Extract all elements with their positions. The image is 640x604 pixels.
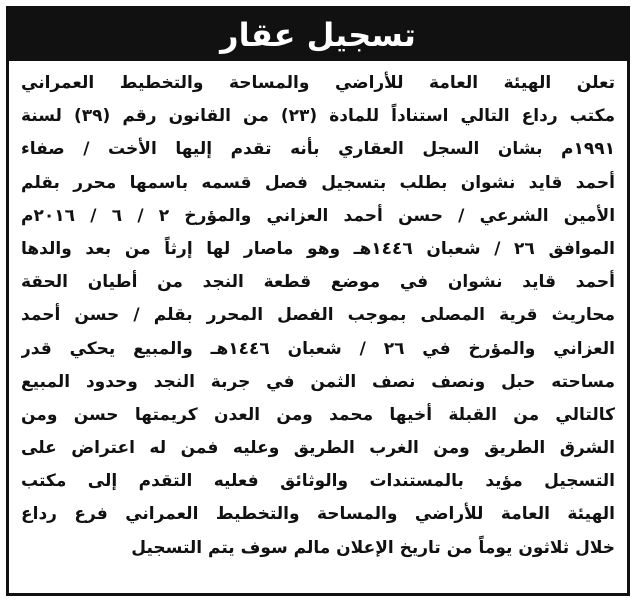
notice-line: الهيئة العامة للأراضي والمساحة والتخطيط العمراني فرع رداع: [21, 504, 615, 525]
notice-line: مكتب رداع التالي استناداً للمادة (٢٣) من القانون رقم (٣٩) لسنة: [21, 106, 615, 127]
notice-line: أحمد قايد نشوان في موضع قطعة النجد من أطيان الحقة: [21, 272, 615, 293]
notice-line: كالتالي من القبلة أخيها محمد ومن العدن كريمتها حسن ومن: [21, 404, 615, 425]
notice-line: محاريث قرية المصلى بموجب الفصل المحرر بقلم / حسن أحمد: [21, 305, 615, 326]
notice-title: تسجيل عقار: [220, 16, 416, 54]
notice-line: خلال ثلاثون يوماً من تاريخ الإعلان مالم سوف يتم التسجيل: [131, 537, 615, 558]
notice-line: التسجيل مؤيد بالمستندات والوثائق فعليه التقدم إلى مكتب: [21, 471, 615, 492]
public-notice: [6, 6, 630, 596]
notice-line: الموافق ٢٦ / شعبان ١٤٤٦هـ وهو ماصار لها إرثاً من بعد والدها: [21, 238, 615, 259]
notice-line: مساحته حبل ونصف نصف الثمن في جربة النجد وحدود المبيع: [21, 371, 615, 392]
notice-line: ١٩٩١م بشان السجل العقاري بأنه تقدم إليها الأخت / صفاء: [21, 139, 615, 160]
notice-line: الشرق الطريق ومن الغرب الطريق وعليه فمن له اعتراض على: [21, 438, 615, 459]
notice-line: تعلن الهيئة العامة للأراضي والمساحة والتخطيط العمراني: [21, 73, 615, 93]
notice-line: أحمد قايد نشوان بطلب بتسجيل فصل قسمه باسمها محرر بقلم: [21, 172, 615, 193]
notice-line: الأمين الشرعي / حسن أحمد العزاني والمؤرخ ٢ / ٦ / ٢٠١٦م: [21, 205, 615, 226]
notice-line: العزاني والمؤرخ في ٢٦ / شعبان ١٤٤٦هـ والمبيع يحكي قدر: [21, 338, 615, 359]
notice-body: [9, 61, 627, 565]
notice-title-bar: [9, 9, 627, 61]
